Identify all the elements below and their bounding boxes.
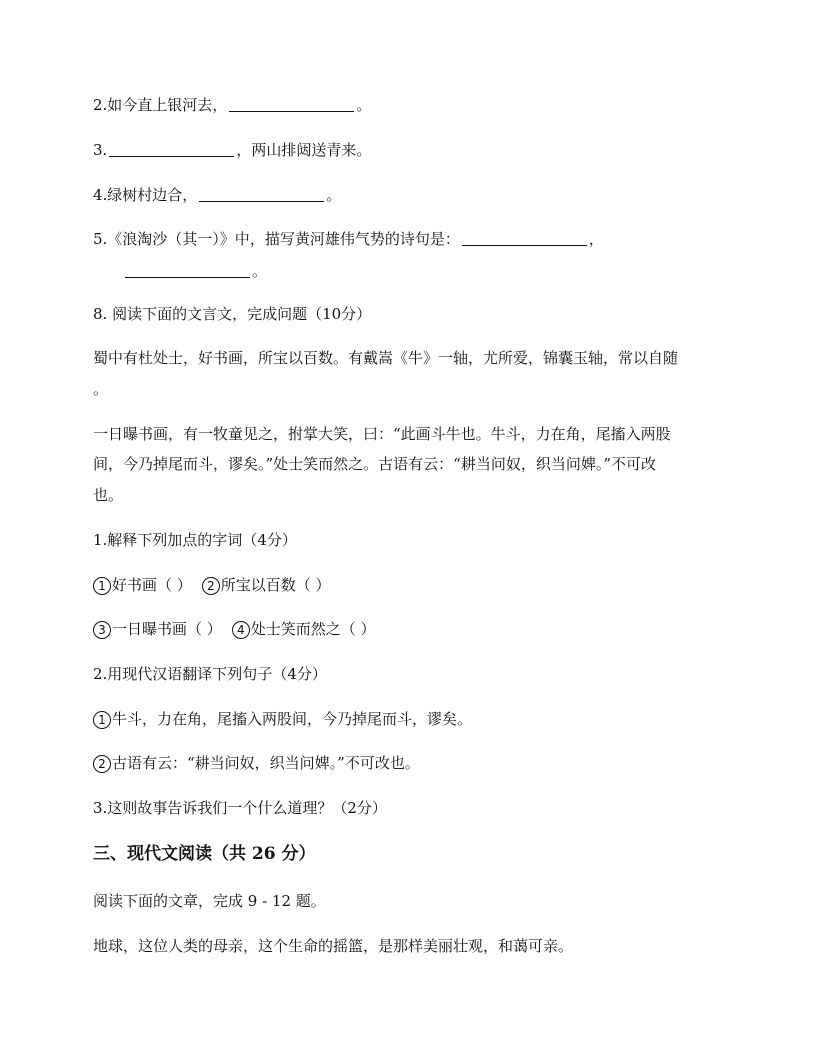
q4-answer-blank[interactable] [199,185,324,202]
fill-question-3 [93,135,733,165]
circled-number-1: 1 [93,711,111,729]
sub2-item-1-row [93,704,733,734]
section-3-first-line: 地球，这位人类的母亲，这个生命的摇篮，是那样美丽壮观，和蔼可亲。 [93,937,574,955]
fill-question-4 [93,180,733,210]
circled-number-3: 3 [93,621,111,639]
passage-p2-line1: 一日曝书画，有一牧童见之，拊掌大笑，曰：“此画斗牛也。牛斗，力在角，尾搐入两股 [93,425,671,443]
q5-answer-blank-1[interactable] [462,229,587,246]
circled-number-1: 1 [93,577,111,595]
q5-text-after: 。 [252,262,268,280]
q2-text-before: 2.如今直上银河去， [93,96,228,114]
question-8-title: 8. 阅读下面的文言文，完成问题（10分） [93,305,372,323]
sub1-item-3: 一日曝书画（ ） [112,620,222,638]
circled-number-4: 4 [232,621,250,639]
section-3-instruction: 阅读下面的文章，完成 9 - 12 题。 [93,892,326,910]
passage-p1-line1: 蜀中有杜处士，好书画，所宝以百数。有戴嵩《牛》一轴，尤所爱，锦囊玉轴，常以自随 [93,349,679,367]
sub2-item-2-row [93,748,733,778]
sub1-row-1 [93,570,733,600]
circled-number-2: 2 [93,755,111,773]
passage-p2-line3: 也。 [93,486,124,504]
sub3-title: 3.这则故事告诉我们一个什么道理？（2分） [93,799,387,817]
q3-text-before: 3. [93,141,108,159]
q2-answer-blank[interactable] [229,95,354,112]
q4-text-after: 。 [326,186,342,204]
q5-text-mid: ， [588,230,604,248]
sub1-item-1: 好书画（ ） [112,576,192,594]
sub1-item-2: 所宝以百数（ ） [220,576,331,594]
sub1-row-2 [93,614,733,644]
sub1-item-4: 处士笑而然之（ ） [250,620,376,638]
q2-text-after: 。 [356,96,372,114]
sub2-item-1: 牛斗，力在角，尾搐入两股间，今乃掉尾而斗，谬矣。 [112,710,473,728]
circled-number-2: 2 [202,577,220,595]
sub2-item-2: 古语有云：“耕当问奴，织当问婢。”不可改也。 [112,754,420,772]
passage-p1-line2: 。 [93,380,109,398]
fill-question-5-cont [123,256,763,286]
q3-text-after: ，两山排闼送青来。 [236,141,372,159]
sub1-title: 1.解释下列加点的字词（4分） [93,531,297,549]
sub2-title: 2.用现代汉语翻译下列句子（4分） [93,665,327,683]
fill-question-5 [93,224,733,254]
section-3-heading: 三、现代文阅读（共 26 分） [93,844,316,864]
q5-text-before: 5.《浪淘沙（其一）》中，描写黄河雄伟气势的诗句是： [93,230,460,248]
passage-p2-line2: 间，今乃掉尾而斗，谬矣。”处士笑而然之。古语有云：“耕当问奴，织当问婢。”不可改 [93,455,657,473]
fill-question-2 [93,90,733,120]
q4-text-before: 4.绿树村边合， [93,186,198,204]
q5-answer-blank-2[interactable] [125,261,250,278]
q3-answer-blank[interactable] [109,140,234,157]
